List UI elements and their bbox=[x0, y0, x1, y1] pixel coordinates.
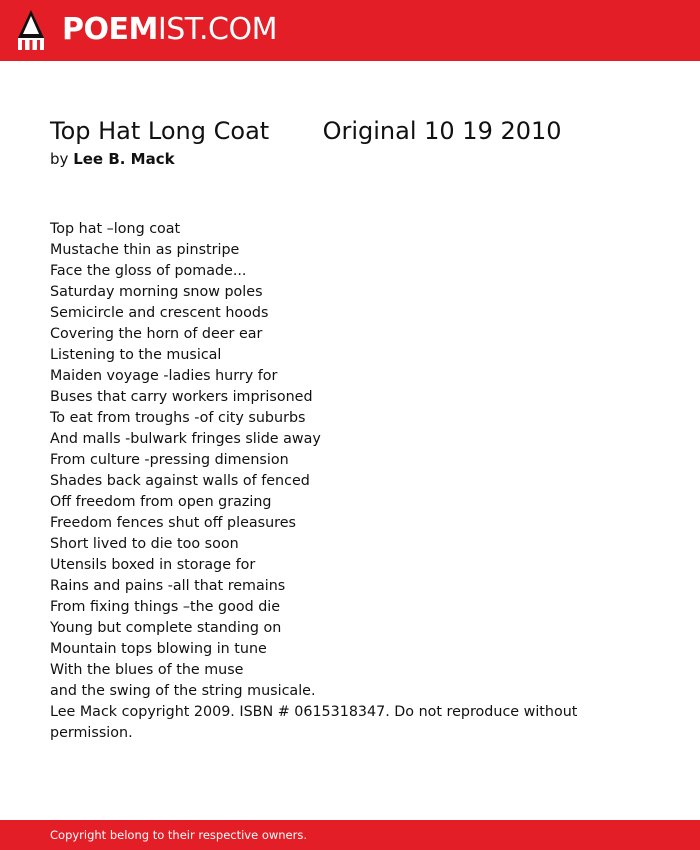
poem-line: Buses that carry workers imprisoned bbox=[50, 389, 313, 405]
site-header bbox=[0, 0, 700, 61]
poem-line: From culture -pressing dimension bbox=[50, 452, 289, 468]
poem-line: Saturday morning snow poles bbox=[50, 284, 263, 300]
poem-line: From fixing things –the good die bbox=[50, 599, 281, 615]
logo-light-text: IST.COM bbox=[157, 12, 277, 47]
by-label: by bbox=[50, 150, 69, 168]
poem-line: Young but complete standing on bbox=[50, 620, 282, 636]
poem-line: Maiden voyage -ladies hurry for bbox=[50, 368, 278, 384]
poem-line: Mustache thin as pinstripe bbox=[50, 242, 240, 258]
poem-line: Listening to the musical bbox=[50, 347, 222, 363]
copyright-note: Lee Mack copyright 2009. ISBN # 0615318347. Do not reproduce without permission. bbox=[50, 704, 578, 741]
poem-line: With the blues of the muse bbox=[50, 662, 244, 678]
poem-line: Shades back against walls of fenced bbox=[50, 473, 310, 489]
poem-line: Freedom fences shut off pleasures bbox=[50, 515, 296, 531]
poem-title: Top Hat Long Coat Original 10 19 2010 bbox=[50, 117, 562, 145]
author-name[interactable]: Lee B. Mack bbox=[73, 150, 175, 168]
poem-line: Rains and pains -all that remains bbox=[50, 578, 286, 594]
poem-line: Mountain tops blowing in tune bbox=[50, 641, 267, 657]
pencil-icon[interactable] bbox=[18, 10, 44, 52]
logo-bold-text: POEM bbox=[62, 12, 158, 47]
poem-line: Face the gloss of pomade... bbox=[50, 263, 247, 279]
poem-line: And malls -bulwark fringes slide away bbox=[50, 431, 321, 447]
site-logo[interactable] bbox=[62, 12, 277, 48]
poem-line: and the swing of the string musicale. bbox=[50, 683, 316, 699]
footer-copyright: Copyright belong to their respective owners. bbox=[50, 828, 308, 842]
poem-line: To eat from troughs -of city suburbs bbox=[50, 410, 306, 426]
poem-line: Off freedom from open grazing bbox=[50, 494, 272, 510]
poem-line: Top hat –long coat bbox=[50, 221, 181, 237]
poem-body bbox=[50, 219, 610, 744]
poem-line: Covering the horn of deer ear bbox=[50, 326, 263, 342]
poem-line: Short lived to die too soon bbox=[50, 536, 239, 552]
poem-line: Utensils boxed in storage for bbox=[50, 557, 256, 573]
byline bbox=[50, 150, 175, 168]
site-footer bbox=[0, 820, 700, 850]
poem-line: Semicircle and crescent hoods bbox=[50, 305, 269, 321]
